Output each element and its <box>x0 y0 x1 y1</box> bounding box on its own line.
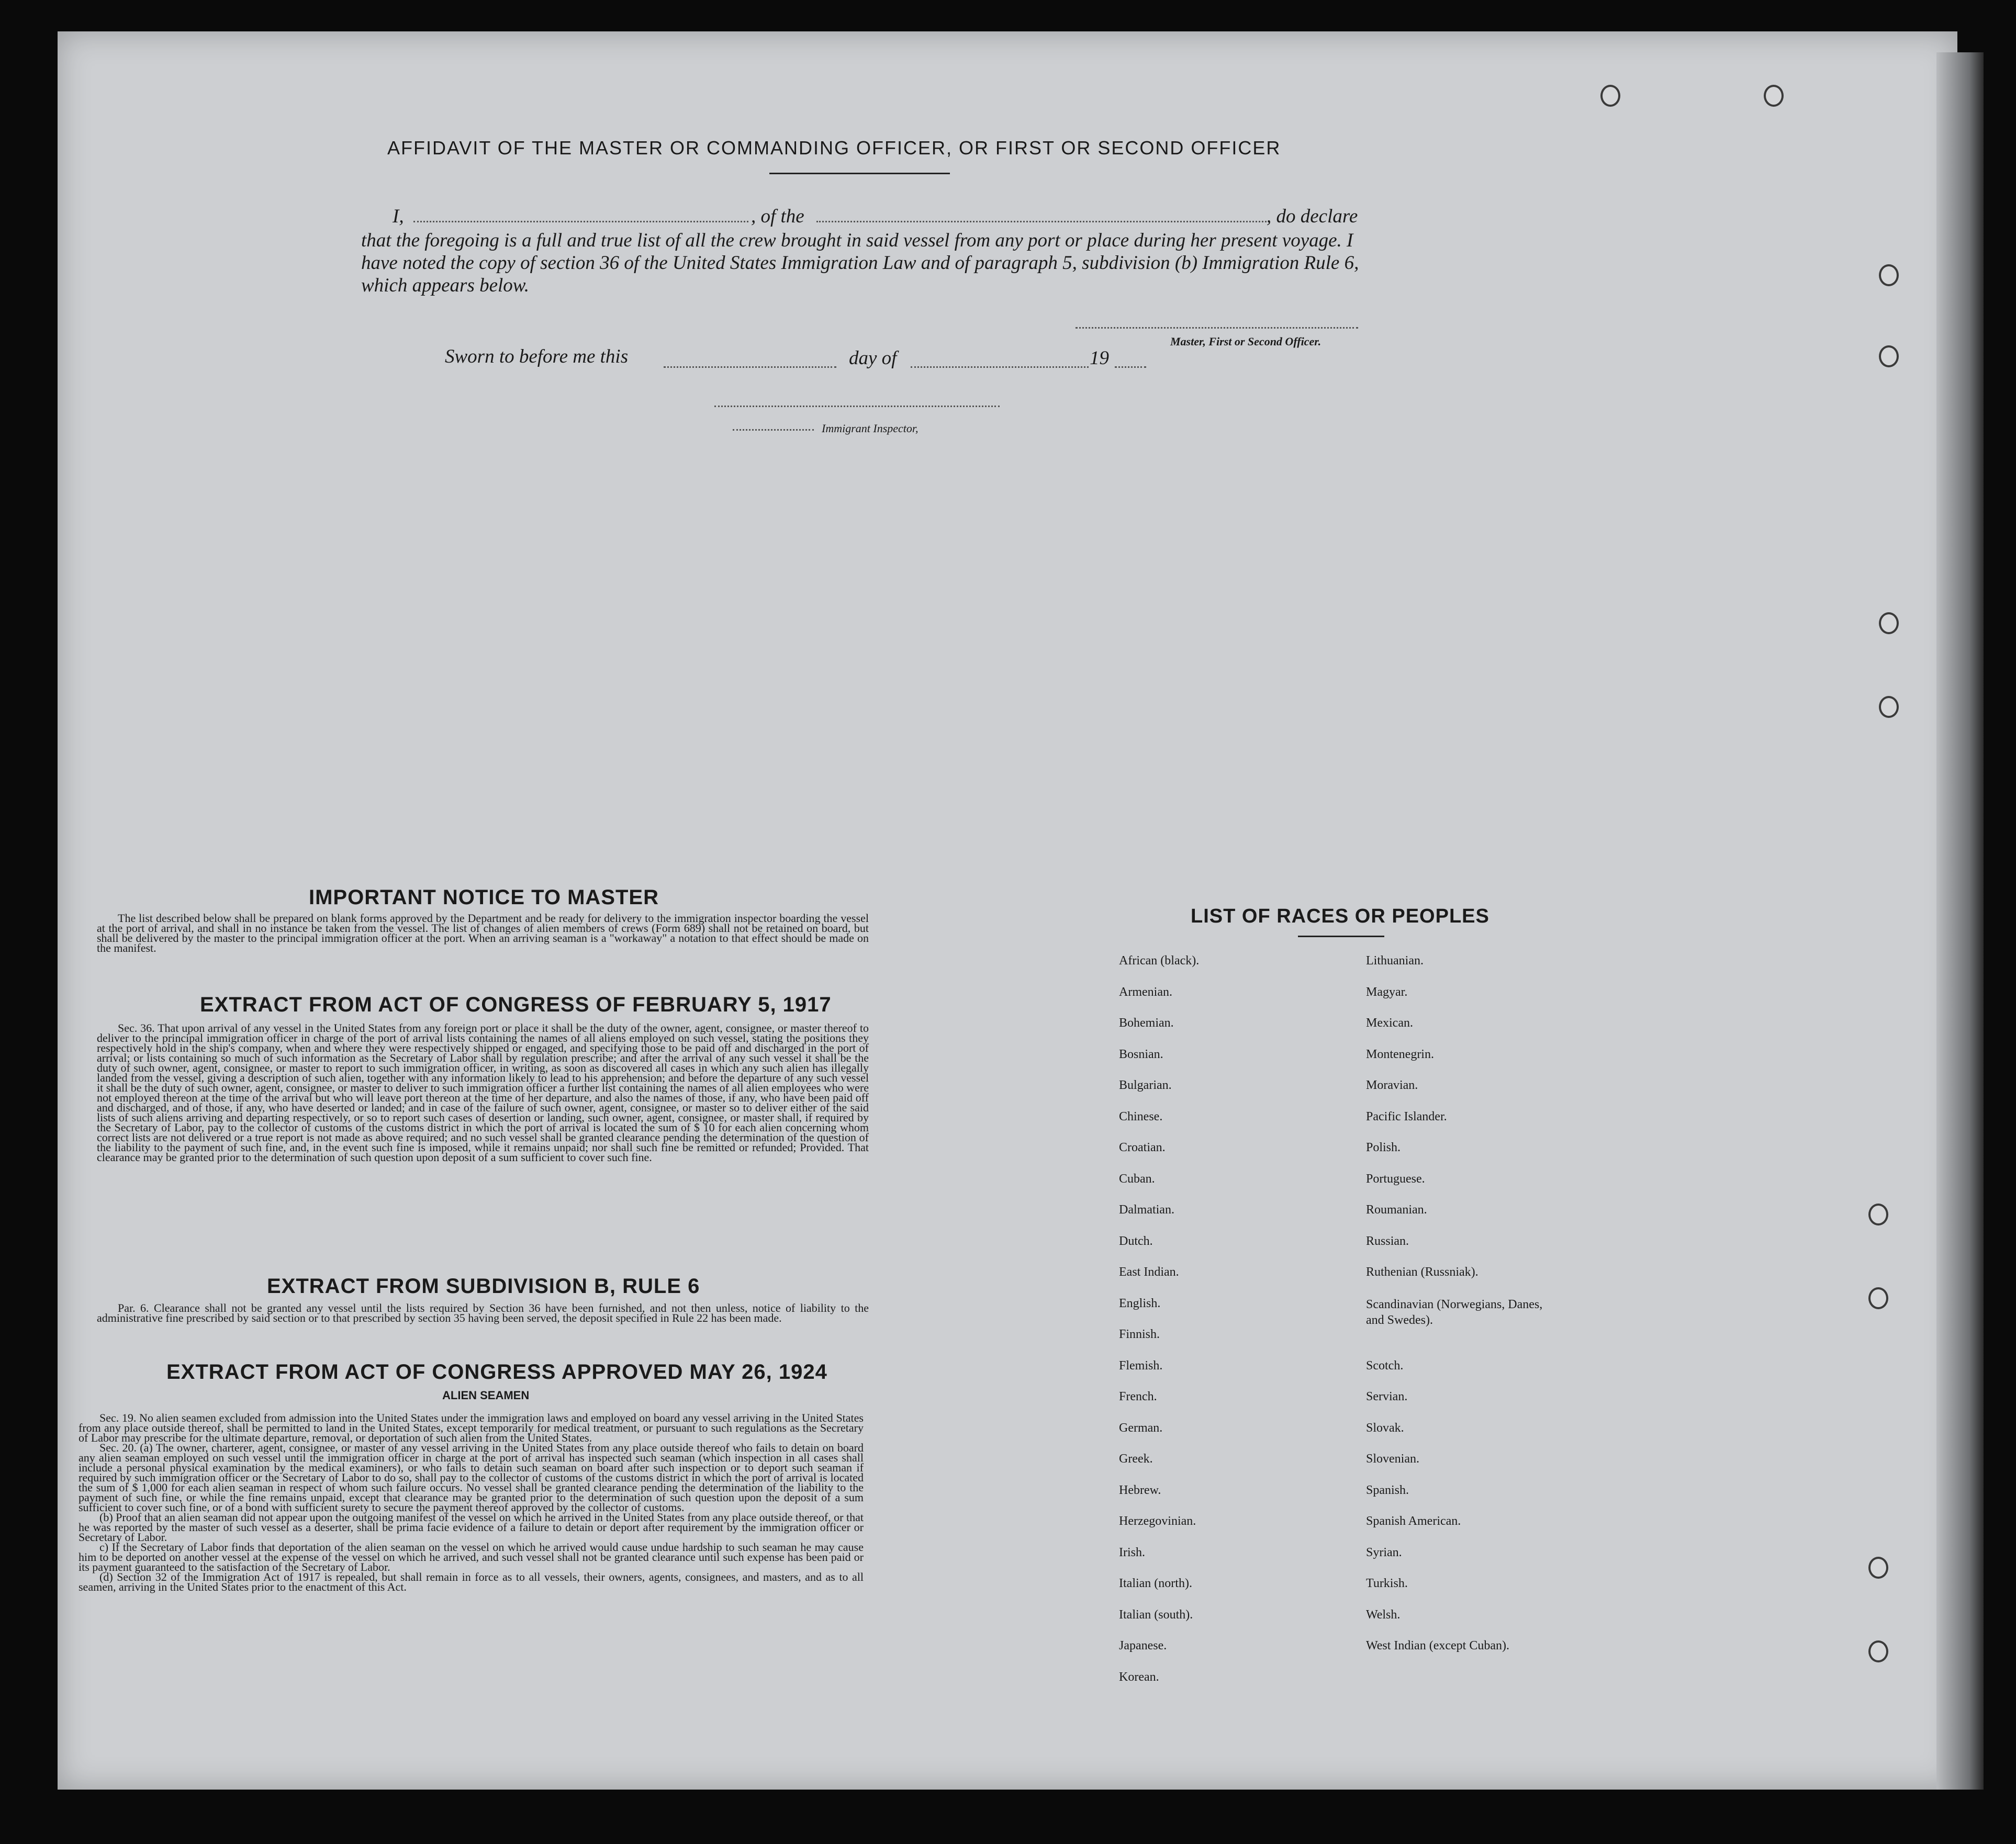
race-item: French. <box>1119 1390 1157 1403</box>
year-label: 19 <box>1090 347 1109 369</box>
binder-hole <box>1879 345 1899 367</box>
race-item: Italian (south). <box>1119 1607 1193 1622</box>
race-item: Montenegrin. <box>1366 1047 1434 1061</box>
extract-rule6-text <box>97 1303 869 1323</box>
extract-1924-text <box>79 1413 864 1592</box>
race-item: Servian. <box>1366 1390 1408 1403</box>
alien-seamen-subtitle: ALIEN SEAMEN <box>442 1389 530 1402</box>
race-item: Dalmatian. <box>1119 1203 1174 1217</box>
sec-20d-paragraph: (d) Section 32 of the Immigration Act of 1917 is repealed, but shall remain in force as to all vessels, their owners, agents, consignees, and masters, and as to all seamen, arriving in the United States prior to the enactment of this Act. <box>79 1570 864 1593</box>
race-item: Herzegovinian. <box>1119 1514 1196 1528</box>
binder-hole <box>1600 85 1620 107</box>
race-item: Russian. <box>1366 1234 1409 1248</box>
day-blank[interactable] <box>664 366 836 368</box>
declare-do-declare: , do declare <box>1267 206 1358 227</box>
race-item: Spanish American. <box>1366 1514 1461 1528</box>
race-item: Hebrew. <box>1119 1483 1161 1497</box>
race-item: Italian (north). <box>1119 1577 1192 1590</box>
binder-hole <box>1868 1204 1888 1225</box>
signature-blank[interactable] <box>1076 327 1358 329</box>
race-item: Cuban. <box>1119 1172 1155 1186</box>
declaration-text <box>361 229 1361 297</box>
race-item: West Indian (except Cuban). <box>1366 1639 1509 1652</box>
race-item: Scotch. <box>1366 1358 1404 1373</box>
binder-hole <box>1879 264 1899 286</box>
binder-hole <box>1868 1640 1888 1662</box>
race-item: Turkish. <box>1366 1577 1408 1590</box>
extract-1917-text <box>97 1023 869 1162</box>
race-item: Flemish. <box>1119 1358 1163 1373</box>
race-item: Magyar. <box>1366 985 1408 999</box>
sworn-label: Sworn to before me this <box>445 346 629 367</box>
name-blank[interactable] <box>413 221 748 222</box>
sec-20b-paragraph: (b) Proof that an alien seaman did not appear upon the outgoing manifest of the vessel on which he arrived in the United States from any place outside thereof, or that he was reported by the master of such vessel as a deserter, shall be prima facie evidence of a failure to detain or deport after requirement by the immigration officer or Secretary of Labor. <box>79 1511 864 1544</box>
notice-paragraph: The list described below shall be prepared on blank forms approved by the Department and be ready for delivery to the immigration inspector boarding the vessel at the port of arrival, and shall in no instance be taken from the vessel. The list of changes of alien members of crews (Form 689) shall not be retained on board, but shall be delivered by the master to the principal immigration officer at the port. When an arriving seaman is a "workaway" a notation to that effect should be made on the manifest. <box>97 912 869 954</box>
extract-1924-title: EXTRACT FROM ACT OF CONGRESS APPROVED MAY 26, 1924 <box>166 1360 827 1384</box>
race-item: Irish. <box>1119 1545 1145 1559</box>
section-36-paragraph: Sec. 36. That upon arrival of any vessel in the United States from any foreign port or place it shall be the duty of the owner, agent, consignee, or master thereof to deliver to the principal immigration officer in charge of the port of arrival lists containing the names of all aliens employed on such vessel, stating the positions they respectively hold in the ship's company, when and where they were respectively shipped or engaged, and specifying those to be paid off and discharged in the port of arrival; or lists containing so much of such information as the Secretary of Labor shall by regulation prescribe; and after the arrival of any such vessel it shall be the duty of such owner, agent, consignee, or master to report to such immigration officer, in writing, as soon as discovered all cases in which any such alien has illegally landed from the vessel, giving a description of such alien, together with any information likely to lead to his apprehension; and before the departure of any such vessel it shall be the duty of such owner, agent, consignee, or master to deliver to such immigration officer a further list containing the names of all alien employees who were not employed thereon at the time of the arrival but who will leave port thereon at the time of her departure, and also the names of those, if any, who have been paid off and discharged, and of those, if any, who have deserted or landed; and in case of the failure of such owner, agent, consignee, or master so to deliver either of the said lists of such aliens arriving and departing respectively, or so to report such cases of desertion or landing, such owner, agent, consignee, or master shall, if required by the Secretary of Labor, pay to the collector of customs of the customs district in which the port of arrival is located the sum of $ 10 for each alien concerning whom correct lists are not delivered or a true report is not made as above required; and no such vessel shall be granted clearance pending the determination of the question of the liability to the payment of such fine, and, in the event such fine is imposed, while it remains unpaid; nor shall such fine be remitted or refunded; Provided. That clearance may be granted prior to the determination of such question upon deposit of a sum sufficient to cover such fine. <box>97 1021 869 1164</box>
extract-rule6-title: EXTRACT FROM SUBDIVISION B, RULE 6 <box>267 1275 700 1298</box>
race-item: African (black). <box>1119 954 1200 968</box>
race-item: Slovak. <box>1366 1421 1404 1435</box>
races-right-column <box>1366 954 1554 1670</box>
race-item: Japanese. <box>1119 1639 1167 1652</box>
page-edge <box>1936 52 1984 1790</box>
declare-of-the: , of the <box>751 206 804 227</box>
signature-caption: Master, First or Second Officer. <box>1170 335 1321 348</box>
binder-hole <box>1879 696 1899 718</box>
race-item: Slovenian. <box>1366 1452 1419 1466</box>
race-item: Mexican. <box>1366 1016 1413 1030</box>
month-blank[interactable] <box>911 366 1089 368</box>
inspector-caption: Immigrant Inspector, <box>822 422 919 435</box>
binder-hole <box>1868 1287 1888 1309</box>
race-item: Croatian. <box>1119 1141 1166 1154</box>
race-item: Scandinavian (Norwegians, Danes, and Swedes). <box>1366 1297 1543 1327</box>
day-of-label: day of <box>849 347 897 369</box>
extract-1917-title: EXTRACT FROM ACT OF CONGRESS OF FEBRUARY 5, 1917 <box>200 993 832 1016</box>
declaration-body: that the foregoing is a full and true list of all the crew brought in said vessel from any port or place during her present voyage. I have noted the copy of section 36 of the United States Immigration Law and of paragraph 5, subdivision (b) Immigration Rule 6, which appears below. <box>361 230 1359 296</box>
declare-i: I, <box>393 206 404 227</box>
race-item: Polish. <box>1366 1141 1401 1154</box>
races-title-rule <box>1298 936 1384 937</box>
notice-title: IMPORTANT NOTICE TO MASTER <box>309 886 659 909</box>
race-item: Moravian. <box>1366 1078 1418 1092</box>
binder-hole <box>1764 85 1784 107</box>
title-rule <box>769 173 950 174</box>
binder-hole <box>1879 612 1899 634</box>
binder-hole <box>1868 1557 1888 1579</box>
affidavit-title: AFFIDAVIT OF THE MASTER OR COMMANDING OFFICER, OR FIRST OR SECOND OFFICER <box>387 137 1281 159</box>
inspector-blank-short[interactable] <box>733 429 814 431</box>
race-item: Welsh. <box>1366 1607 1401 1622</box>
race-item: Armenian. <box>1119 985 1172 999</box>
race-item: Chinese. <box>1119 1109 1163 1123</box>
sec-20c-paragraph: c) If the Secretary of Labor finds that deportation of the alien seaman on the vessel on which he arrived would cause undue hardship to such seaman he may cause him to be deported on another vessel at the expense of the vessel on which he arrived, and such vessel shall not be granted clearance until such expense has been paid or its payment guaranteed to the satisfaction of the Secretary of Labor. <box>79 1541 864 1573</box>
race-item: Spanish. <box>1366 1483 1409 1497</box>
notice-text <box>97 913 869 953</box>
race-item: Syrian. <box>1366 1545 1402 1559</box>
race-item: Portuguese. <box>1366 1172 1425 1186</box>
race-item: Korean. <box>1119 1670 1159 1684</box>
inspector-signature-blank[interactable] <box>714 406 1000 407</box>
vessel-blank[interactable] <box>816 221 1267 222</box>
race-item: German. <box>1119 1421 1163 1435</box>
race-item: Finnish. <box>1119 1328 1160 1341</box>
race-item: Greek. <box>1119 1452 1153 1466</box>
race-item: English. <box>1119 1296 1161 1310</box>
sec-19-paragraph: Sec. 19. No alien seamen excluded from admission into the United States under the immigration laws and employed on board any vessel arriving in the United States from any place outside thereof, shall be permitted to land in the United States, except temporarily for medical treatment, or pursuant to such regulations as the Secretary of Labor may prescribe for the ultimate departure, removal, or deportation of such alien from the United States. <box>79 1411 864 1444</box>
race-item: Lithuanian. <box>1366 954 1424 968</box>
race-item: Bulgarian. <box>1119 1078 1172 1092</box>
race-item: Dutch. <box>1119 1234 1153 1248</box>
races-left-column <box>1119 954 1199 1701</box>
sec-20a-paragraph: Sec. 20. (a) The owner, charterer, agent, consignee, or master of any vessel arriving in the United States from any place outside thereof who fails to detain on board any alien seaman employed on such vessel until the immigration officer in charge at the port of arrival has inspected such seaman (which inspection in all cases shall include a personal physical examination by the medical examiners), or who fails to detain such seaman on board after such inspection or to deport such seaman if required by such immigration officer or the Secretary of Labor to do so, shall pay to the collector of customs of the customs district in which the port of arrival is located the sum of $ 1,000 for each alien seaman in respect of whom such failure occurs. No vessel shall be granted clearance pending the determination of the liability to the payment of such fine, or while the fine remains unpaid, except that clearance may be granted prior to the determination of such question upon the deposit of a sum sufficient to cover such fine, or of a bond with sufficient surety to secure the payment thereof approved by the collector of customs. <box>79 1441 864 1514</box>
race-item: Bosnian. <box>1119 1047 1163 1061</box>
races-title: LIST OF RACES OR PEOPLES <box>1191 905 1489 927</box>
race-item: Roumanian. <box>1366 1203 1427 1217</box>
race-item: East Indian. <box>1119 1265 1179 1279</box>
year-blank[interactable] <box>1115 366 1146 368</box>
race-item: Ruthenian (Russniak). <box>1366 1265 1479 1279</box>
race-item: Pacific Islander. <box>1366 1109 1447 1123</box>
race-item: Bohemian. <box>1119 1016 1174 1030</box>
par-6-paragraph: Par. 6. Clearance shall not be granted any vessel until the lists required by Section 36 have been furnished, and not then unless, notice of liability to the administrative fine prescribed by said section or to that prescribed by section 35 having been served, the deposit specified in Rule 22 has been made. <box>97 1301 869 1324</box>
